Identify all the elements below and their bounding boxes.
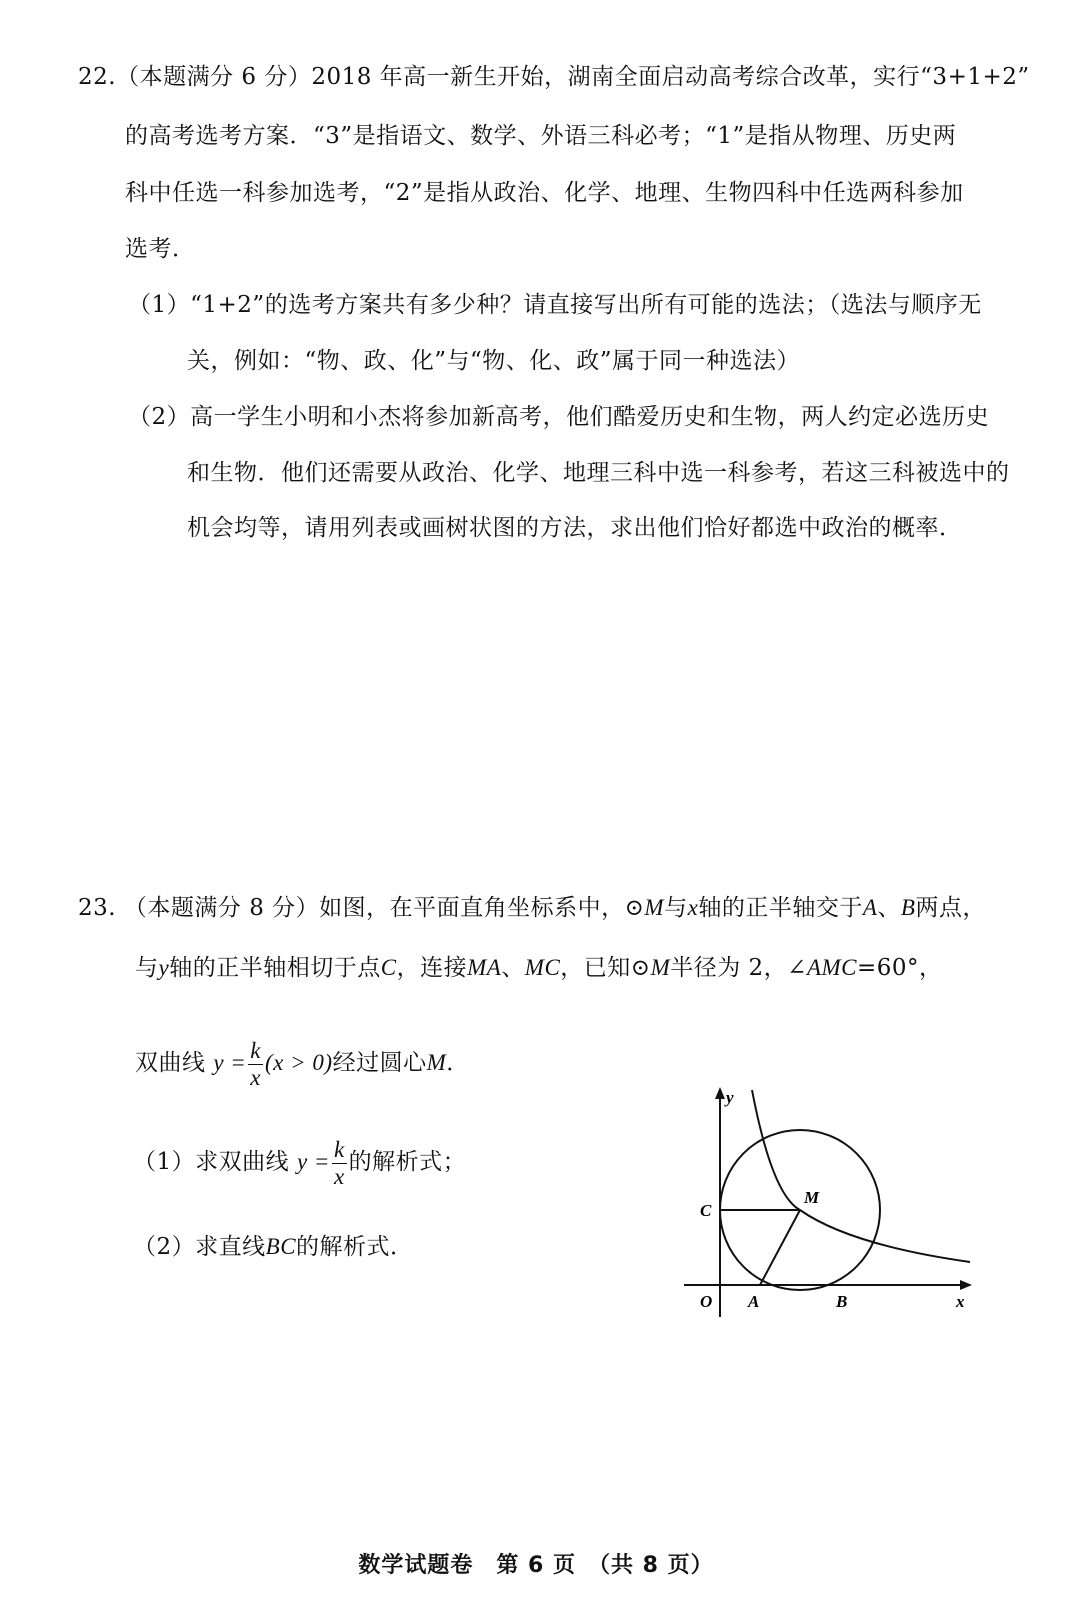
q23-line-2: 与y轴的正半轴相切于点C，连接MA、MC，已知⊙M半径为 2，∠AMC=60°， [135, 955, 943, 981]
q22-sub1-line-2: 关，例如：“物、政、化”与“物、化、政”属于同一种选法） [187, 348, 801, 374]
q22-sub2-line-2: 和生物．他们还需要从政治、化学、地理三科中选一科参考，若这三科被选中的 [187, 460, 1010, 486]
q22-sub2-line-3: 机会均等，请用列表或画树状图的方法，求出他们恰好都选中政治的概率． [187, 515, 963, 541]
label-o: O [700, 1292, 713, 1311]
page-footer: 数学试题卷 第 6 页 （共 8 页） [358, 1553, 714, 1578]
label-c: C [700, 1201, 712, 1220]
q22-line-3: 科中任选一科参加选考，“2”是指从政治、化学、地理、生物四科中任选两科参加 [125, 180, 964, 206]
hyperbola-curve [752, 1090, 970, 1262]
q23-line-1: 23. （本题满分 8 分）如图，在平面直角坐标系中，⊙M与x轴的正半轴交于A、B两点， [78, 895, 986, 921]
q22-line-2: 的高考选考方案．“3”是指语文、数学、外语三科必考；“1”是指从物理、历史两 [125, 123, 957, 149]
label-a: A [748, 1292, 760, 1311]
fraction-k-over-x: $\frac{k}{x}$ [250, 1037, 262, 1090]
y-axis-arrow [715, 1087, 725, 1099]
q22-sub1-line-1: （1）“1+2”的选考方案共有多少种？请直接写出所有可能的选法；（选法与顺序无 [128, 292, 982, 318]
label-y: y [726, 1088, 734, 1107]
q22-line-1: 22.（本题满分 6 分）2018 年高一新生开始，湖南全面启动高考综合改革，实行“3+1+2” [78, 64, 1030, 90]
label-m: M [804, 1188, 820, 1207]
label-x: x [956, 1292, 965, 1311]
coordinate-figure [680, 1085, 980, 1325]
q23-sub1: （1）求双曲线 y = $\frac{k}{x}$ 的解析式； [133, 1136, 467, 1189]
fraction-k-over-x-2: $\frac{k}{x}$ [333, 1136, 345, 1189]
segment-ma [760, 1210, 800, 1285]
q23-number: 23. [78, 895, 117, 921]
q22-line-4: 选考． [125, 236, 196, 262]
label-b: B [836, 1292, 848, 1311]
q23-line-3: 双曲线 y = $\frac{k}{x}$ (x > 0)经过圆心M． [135, 1037, 470, 1090]
q22-sub2-line-1: （2）高一学生小明和小杰将参加新高考，他们酷爱历史和生物，两人约定必选历史 [128, 404, 990, 430]
x-axis-arrow [960, 1280, 972, 1290]
q23-sub2: （2）求直线BC的解析式． [133, 1234, 414, 1260]
